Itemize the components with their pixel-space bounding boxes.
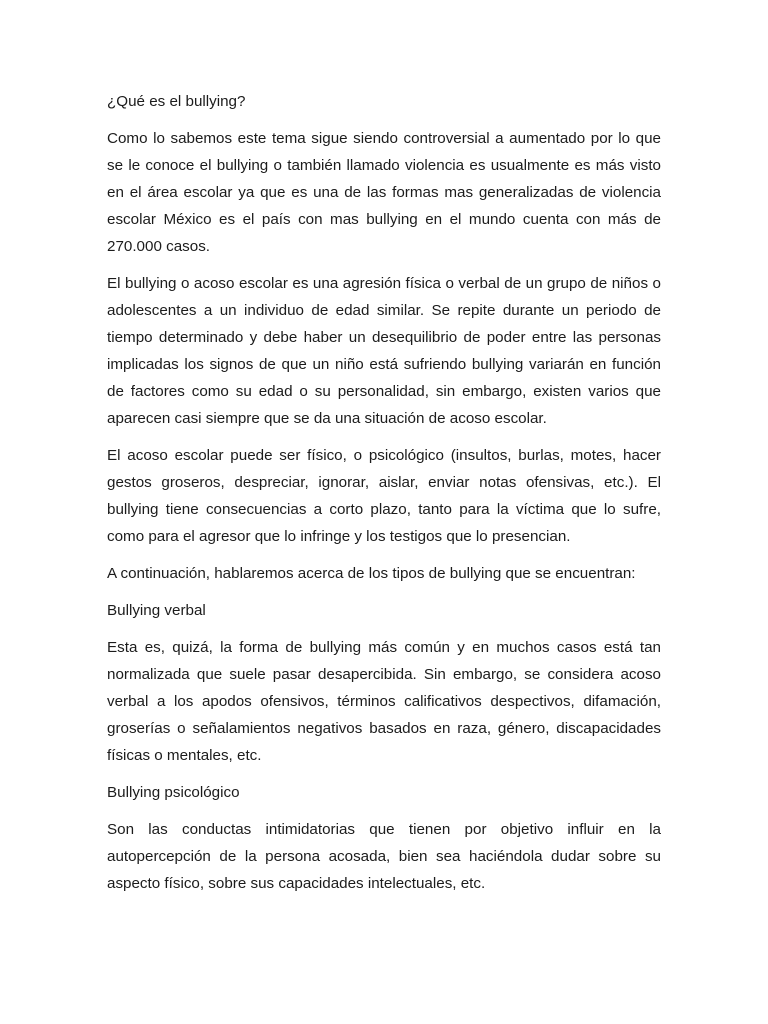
paragraph-transition: A continuación, hablaremos acerca de los tipos de bullying que se encuentran: [107,565,636,582]
paragraph-bullying-verbal: Esta es, quizá, la forma de bullying más común y en muchos casos está tan normalizada que suele pasar desapercibida. Sin embargo, se considera acoso verbal a los apodos ofensivos, términos calificativos despectivos, difamación, groserías o señalamientos negativos basados en raza, género, discapacidades físicas o mentales, etc. [107,639,661,764]
paragraph-types-of-harassment: El acoso escolar puede ser físico, o psicológico (insultos, burlas, motes, hacer gestos groseros, despreciar, ignorar, aislar, enviar notas ofensivas, etc.). El bullying tiene consecuencias a corto plazo, tanto para la víctima que lo sufre, como para el agresor que lo infringe y los testigos que lo presencian. [107,447,661,545]
paragraph-bullying-psicologico: Son las conductas intimidatorias que tienen por objetivo influir en la autopercepción de la persona acosada, bien sea haciéndola dudar sobre su aspecto físico, sobre sus capacidades intelectuales, etc. [107,821,661,892]
paragraph-intro: Como lo sabemos este tema sigue siendo controversial a aumentado por lo que se le conoce el bullying o también llamado violencia es usualmente es más visto en el área escolar ya que es una de las formas mas generalizadas de violencia escolar México es el país con mas bullying en el mundo cuenta con más de 270.000 casos. [107,130,661,255]
heading-bullying-verbal: Bullying verbal [107,602,206,619]
paragraph-definition: El bullying o acoso escolar es una agresión física o verbal de un grupo de niños o adolescentes a un individuo de edad similar. Se repite durante un periodo de tiempo determinado y debe haber un desequilibrio de poder entre las personas implicadas los signos de que un niño está sufriendo bullying variarán en función de factores como su edad o su personalidad, sin embargo, existen varios que aparecen casi siempre que se da una situación de acoso escolar. [107,275,661,427]
heading-bullying-psicologico: Bullying psicológico [107,784,240,801]
document-title: ¿Qué es el bullying? [107,93,246,110]
document-page [107,88,661,907]
